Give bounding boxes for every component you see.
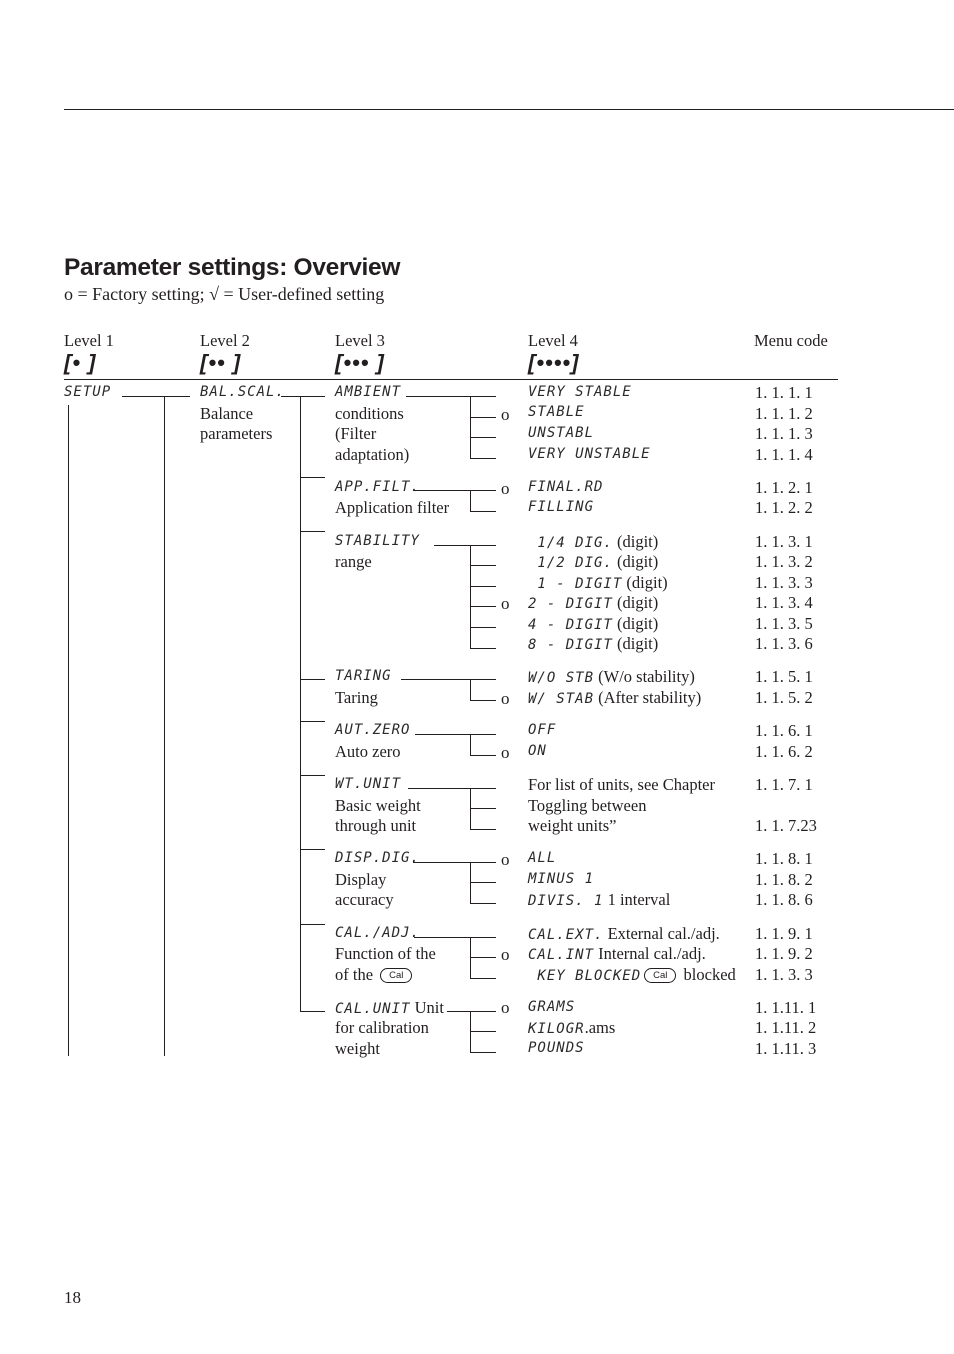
- connector: [470, 606, 496, 607]
- autzero-desc: Auto zero: [335, 742, 401, 761]
- menu-code: 1. 1. 1. 1: [755, 383, 813, 402]
- connector: [470, 437, 496, 438]
- header-menu-code: Menu code: [754, 331, 828, 350]
- balscal-code: BAL.SCAL.: [200, 384, 285, 400]
- menu-code: 1. 1.11. 2: [755, 1018, 817, 1037]
- menu-code: 1. 1.11. 1: [755, 998, 817, 1017]
- connector: [470, 586, 496, 587]
- connector: [413, 862, 496, 863]
- level4-bracket: [••••]: [528, 350, 580, 375]
- menu-code: 1. 1. 1. 4: [755, 445, 813, 464]
- menu-code: 1. 1. 1. 2: [755, 404, 813, 423]
- option-code: VERY UNSTABLE: [528, 446, 651, 462]
- cal-key-icon: Cal: [644, 968, 676, 983]
- connector: [122, 396, 190, 397]
- option-text: External cal./adj.: [603, 924, 720, 943]
- calunit-code: CAL.UNIT: [335, 1001, 411, 1017]
- balscal-desc1: Balance: [200, 404, 254, 423]
- connector: [470, 978, 496, 979]
- connector: [470, 1052, 496, 1053]
- menu-code: 1. 1. 2. 1: [755, 478, 813, 497]
- page-number: 18: [64, 1288, 81, 1307]
- taring-code: TARING: [335, 668, 392, 684]
- option-text: .ams: [584, 1018, 616, 1037]
- option-code: FINAL.RD: [528, 479, 604, 495]
- wtunit-desc: Basic weight: [335, 796, 421, 815]
- connector: [470, 417, 496, 418]
- connector: [281, 396, 325, 397]
- option-row: [528, 688, 701, 708]
- menu-code: 1. 1. 6. 1: [755, 721, 813, 740]
- menu-code: 1. 1.11. 3: [755, 1039, 817, 1058]
- menu-code: 1. 1. 3. 6: [755, 634, 813, 653]
- calunit-desc: for calibration: [335, 1018, 429, 1037]
- menu-code: 1. 1. 3. 3: [755, 965, 813, 984]
- menu-code: 1. 1. 7.23: [755, 816, 817, 835]
- menu-code: 1. 1. 3. 2: [755, 552, 813, 571]
- ambient-desc: adaptation): [335, 445, 410, 464]
- option-code: FILLING: [528, 499, 595, 515]
- autzero-code: AUT.ZERO: [335, 722, 411, 738]
- option-row: [528, 532, 658, 552]
- option-code: W/ STAB: [528, 691, 595, 707]
- connector: [470, 903, 496, 904]
- option-text: (digit): [612, 552, 659, 571]
- option-code: 1 - DIGIT: [528, 576, 623, 592]
- connector: [414, 490, 496, 491]
- option-row: [528, 667, 695, 687]
- option-row: [528, 634, 658, 654]
- connector: [470, 511, 496, 512]
- option-code: UNSTABL: [528, 425, 595, 441]
- factory-mark: o: [501, 743, 510, 762]
- option-text: Internal cal./adj.: [594, 944, 706, 963]
- connector: [300, 477, 325, 478]
- connector: [300, 531, 325, 532]
- connector: [470, 755, 496, 756]
- factory-mark: o: [501, 998, 510, 1017]
- ambient-desc: (Filter: [335, 424, 377, 443]
- level3-trunk: [300, 396, 301, 1012]
- connector: [447, 1011, 496, 1012]
- connector: [300, 924, 325, 925]
- wtunit-code: WT.UNIT: [335, 776, 402, 792]
- option-row: [528, 614, 658, 634]
- connector: [414, 937, 496, 938]
- appfilt-code: APP.FILT.: [335, 479, 420, 495]
- option-text: (digit): [612, 532, 659, 551]
- option-code: 1/2 DIG.: [528, 555, 613, 571]
- option-code: DIVIS. 1: [528, 893, 604, 909]
- top-rule: [64, 109, 954, 110]
- caladj-code: CAL./ADJ.: [335, 925, 420, 941]
- option-row: [528, 965, 736, 985]
- level1-trunk: [68, 405, 69, 1056]
- option-text: (digit): [612, 593, 659, 612]
- connector: [470, 458, 496, 459]
- connector: [300, 679, 325, 680]
- dispdig-desc: accuracy: [335, 890, 394, 909]
- caladj-desc-row: [335, 965, 415, 985]
- menu-code: 1. 1. 6. 2: [755, 742, 813, 761]
- option-code: 8 - DIGIT: [528, 637, 613, 653]
- header-rule: [64, 379, 838, 380]
- connector: [470, 1031, 496, 1032]
- connector: [470, 627, 496, 628]
- menu-code: 1. 1. 5. 1: [755, 667, 813, 686]
- option-code: GRAMS: [528, 999, 576, 1015]
- connector: [470, 700, 496, 701]
- menu-code: 1. 1. 8. 2: [755, 870, 813, 889]
- option-code: 2 - DIGIT: [528, 596, 613, 612]
- factory-mark: o: [501, 405, 510, 424]
- connector: [470, 490, 471, 511]
- option-code: VERY STABLE: [528, 384, 632, 400]
- connector: [470, 808, 496, 809]
- option-code: ALL: [528, 850, 557, 866]
- header-level4: Level 4: [528, 331, 578, 350]
- connector: [300, 849, 325, 850]
- header-level1: Level 1: [64, 331, 114, 350]
- option-text: For list of units, see Chapter: [528, 775, 715, 794]
- stability-code: STABILITY: [335, 533, 420, 549]
- option-row: [528, 890, 670, 910]
- connector: [415, 734, 496, 735]
- connector: [470, 565, 496, 566]
- option-text: (digit): [612, 614, 659, 633]
- menu-code: 1. 1. 3. 4: [755, 593, 813, 612]
- calunit-title-row: [335, 998, 444, 1018]
- level2-bracket: [•• ]: [200, 350, 242, 375]
- appfilt-desc: Application filter: [335, 498, 450, 517]
- taring-desc: Taring: [335, 688, 378, 707]
- option-code: OFF: [528, 722, 557, 738]
- factory-mark: o: [501, 689, 510, 708]
- factory-mark: o: [501, 945, 510, 964]
- menu-code: 1. 1. 2. 2: [755, 498, 813, 517]
- level2-trunk: [164, 396, 165, 1056]
- connector: [470, 957, 496, 958]
- option-row: [528, 944, 706, 964]
- factory-mark: o: [501, 850, 510, 869]
- factory-mark: o: [501, 594, 510, 613]
- cal-key-icon: Cal: [380, 968, 412, 983]
- setup-code: SETUP: [64, 384, 112, 400]
- option-code: W/O STB: [528, 670, 595, 686]
- option-row: [528, 924, 720, 944]
- option-code: ON: [528, 743, 547, 759]
- level1-bracket: [• ]: [64, 350, 97, 375]
- caladj-desc: of the: [335, 965, 374, 984]
- connector: [300, 721, 325, 722]
- option-text: (digit): [612, 634, 659, 653]
- menu-code: 1. 1. 1. 3: [755, 424, 813, 443]
- calunit-desc: weight: [335, 1039, 380, 1058]
- wtunit-desc: through unit: [335, 816, 417, 835]
- header-level2: Level 2: [200, 331, 250, 350]
- option-text: 1 interval: [603, 890, 671, 909]
- option-text: Toggling between: [528, 796, 647, 815]
- connector: [470, 545, 471, 648]
- connector: [406, 396, 496, 397]
- connector: [300, 775, 325, 776]
- connector: [470, 829, 496, 830]
- option-code: POUNDS: [528, 1040, 585, 1056]
- menu-code: 1. 1. 8. 6: [755, 890, 813, 909]
- option-row: [528, 1018, 615, 1038]
- connector: [470, 648, 496, 649]
- header-level3: Level 3: [335, 331, 385, 350]
- caladj-desc: Function of the: [335, 944, 436, 963]
- connector: [470, 679, 471, 700]
- option-text: (W/o stability): [594, 667, 695, 686]
- connector: [434, 545, 496, 546]
- factory-mark: o: [501, 479, 510, 498]
- menu-code: 1. 1. 7. 1: [755, 775, 813, 794]
- option-row: [528, 593, 658, 613]
- option-text: (digit): [622, 573, 668, 592]
- connector: [408, 788, 496, 789]
- option-code: 4 - DIGIT: [528, 617, 613, 633]
- connector: [401, 679, 496, 680]
- option-code: STABLE: [528, 404, 585, 420]
- option-code: 1/4 DIG.: [528, 535, 613, 551]
- ambient-desc: conditions: [335, 404, 404, 423]
- connector: [470, 882, 496, 883]
- menu-code: 1. 1. 9. 1: [755, 924, 813, 943]
- option-row: [528, 552, 658, 572]
- ambient-code: AMBIENT: [335, 384, 402, 400]
- option-code: KEY BLOCKED: [528, 968, 642, 984]
- menu-code: 1. 1. 3. 3: [755, 573, 813, 592]
- menu-code: 1. 1. 8. 1: [755, 849, 813, 868]
- connector: [470, 396, 471, 458]
- calunit-desc: Unit: [410, 998, 444, 1017]
- legend: o = Factory setting; √ = User-defined setting: [64, 284, 385, 304]
- dispdig-desc: Display: [335, 870, 387, 889]
- menu-code: 1. 1. 5. 2: [755, 688, 813, 707]
- connector: [300, 1011, 325, 1012]
- option-row: [528, 573, 668, 593]
- option-code: MINUS 1: [528, 871, 595, 887]
- stability-desc: range: [335, 552, 372, 571]
- menu-code: 1. 1. 3. 5: [755, 614, 813, 633]
- connector: [470, 734, 471, 755]
- balscal-desc2: parameters: [200, 424, 273, 443]
- dispdig-code: DISP.DIG.: [335, 850, 420, 866]
- level3-bracket: [••• ]: [335, 350, 385, 375]
- page-title: Parameter settings: Overview: [64, 254, 401, 281]
- option-text: (After stability): [594, 688, 702, 707]
- option-code: CAL.INT: [528, 947, 595, 963]
- menu-code: 1. 1. 9. 2: [755, 944, 813, 963]
- option-text: weight units”: [528, 816, 617, 835]
- option-code: KILOGR: [528, 1021, 585, 1037]
- option-code: CAL.EXT.: [528, 927, 604, 943]
- option-text: blocked: [679, 965, 736, 984]
- menu-code: 1. 1. 3. 1: [755, 532, 813, 551]
